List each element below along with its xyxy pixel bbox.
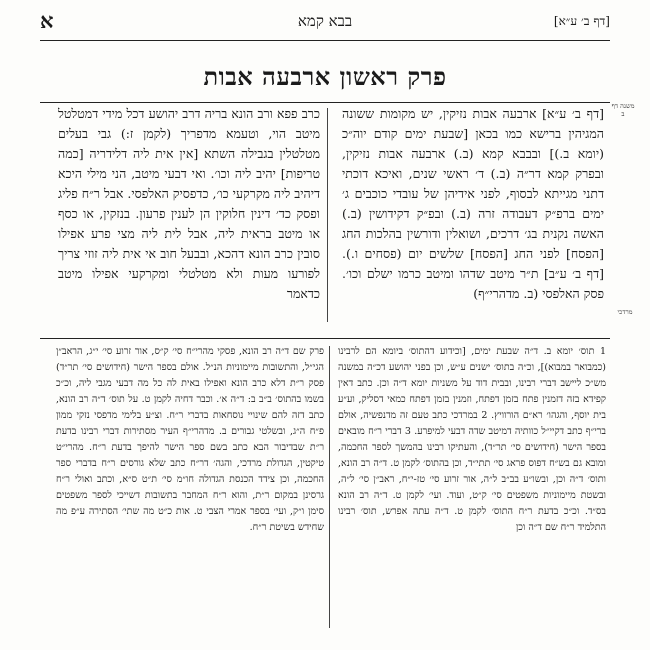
notes-column-divider xyxy=(329,346,330,628)
margin-note-mishna: משנה דף ב xyxy=(611,102,635,118)
title-rule xyxy=(40,102,610,103)
tractate-name: בבא קמא xyxy=(297,12,353,30)
running-header xyxy=(40,8,610,38)
margin-note-mordechai: מרדכי xyxy=(617,308,633,316)
main-text-right-column: [דף ב׳ ע״א] ארבעה אבות נזיקין, יש מקומות ששונה המגיהין ברישא כמו בכאן [שבעת ימים קודם יוה״כ (יומא ב.)] ובבבא קמא (ב.) ארבעה אבות נזיקין, ובפרק קמא דר״ה (ב.) ד׳ ראשי שנים, ואיכא דוכתי דתני מגייתא לבסוף, לפני אידיהן של עובדי כוכבים ג׳ ימים ברפ״ק דעבודה זרה (ב.) ובפ״ק דקידושין (ב.) האשה נקנית בג׳ דרכים, ושואלין ודורשין בהלכות החג [הפסח] לפני החג [הפסח] שלשים יום (פסחים ו.). [דף ב׳ ע״ב] ת״ר מיטב שדהו ומיטב כרמו ישלם וכו׳. פסק האלפסי (ב. מדהרי״ף) xyxy=(342,106,604,301)
notes-right-column: 1 תוס׳ יומא ב. ד״ה שבעת ימים, [וכידוע דהתוס׳ ביומא הם לרבינו (כמבואר במבוא)], וכ״ה בתוס׳ ישנים ע״ש, וכן בפני יהושע דכ״ה במשנה מש״כ ליישב דברי רבינו, ובבית דוד על משניות יומא ד״ה וכן. כתב דאין קפידא בזה דזמנין פתח בזמן דפתח, וזמנין בזמן דפתח כמאי דסליק, וע״ע בית יוסף, והגהו׳ רא״ם הורוויץ. 2 במרדכי כתב טעם זה מדנפשיה, אולם ברי״ף כתב דקיי״ל כוותיה דמיטב שדה דבעי למיפרע. 3 דברי ר״ח מובאים בספר הישר (חידושים סי׳ תר״ד), והעתיקו רבינו בהמשך לספר החכמה, ומובא גם בש״ח דפוס פראג סי׳ תתי״ד, וכן בהתוס׳ לקמן ט. ד״ה רב הונא, ותוס׳ ד״ה וכן, ובשו״ע בב״ב ל״ה, אור זרוע סי׳ טז-י״ח, ראב״ן סי׳ ל״ה, ובשטת מיימוניות משפטים סי׳ ק״ט, ועוד. ועי׳ לקמן ט. ד״ה רב הונא בס״ד. וכ״כ בדעת ר״ח התוס׳ לקמן ט. ד״ה עתה אפרש, תוס׳ רבינו התלמיד ר״ח שם ד״ה וכן xyxy=(338,346,606,533)
chapter-title: פרק ראשון ארבעה אבות xyxy=(203,62,447,91)
daf-reference: [דף ב׳ ע״א] xyxy=(553,14,610,28)
folio-number: א xyxy=(40,8,54,33)
notes-left-column: פרק שם ד״ה רב הונא, פסקי מהרי״ח סי׳ ק״ס, אור זרוע סי׳ י״ג, הראב״ן הגי״ל, והתשובות מיימוניות הנ״ל. אולם בספר הישר (חידושים סי׳ תר״ד) פסק ר״ת דלא כרב הונא ואפילו באית לה כל מה דבעי מגבי ליה, וכ״כ בשמו בהתוס׳ ב״ב ב: ד״ה א׳. וכבר דחיה לקמן ט. על תוס׳ ד״ה רב הונא, כתב דזה להם שינויי נוסחאות בדברי ר״ח. וצ״ע בלימי מדפסי נזקי ממון פ״ח ה״ג, ובשלטי גבורים ב. מדהרי״ף העיר מסתירות דברי רבינו בדעת ר״ת שבדיבור הבא כתב בשם ספר הישר להיפך בדעת ר״ח. מהרי״ט טיקטין, הגדולת מרדכי, והגה׳ דר״ח כתב שלא גורסים ר״ח בדברי ספר החכמה, וכן צידד הכנסת הגדולה חו״מ סי׳ ת״ט ס״א, וכתב ואולי ר״ח גרסינן במקום ר״ת, והוא ר״ח המחבר בתשובות דשייכי לספר משפטים סימן ו״ק, ועי׳ בספר אמרי הצבי ט. אות כ״ט מה שתי׳ הסתירה ע״פ מה שחידש בשיטת ר״ח. xyxy=(56,346,324,533)
header-rule xyxy=(40,40,610,41)
column-divider xyxy=(327,108,328,322)
notes-separator xyxy=(40,338,610,339)
main-text-left-column: כרב פפא ורב הונא בריה דרב יהושע דכל מידי דמטלטל מיטב הוי, וטעמא מדפריך (לקמן ז:) גבי בעלים מטלטלין בגבילה השתא [אין אית ליה דלידריה [כמה טריפות] יהיב ליה וכו׳. ואי דבעי מיטב, הני מילי היכא דיהיב ליה מקרקעי כו׳, כדפסיק האלפסי. אבל ר״ח פליג ופסק כד׳ דינין חלוקין הן לענין פרעון. בנזקין, או כסף או מיטב בראית ליה, אבל לית ליה מצי פרע אפילו סובין כרב הונא דהכא, ובבעל חוב אי אית ליה זוזי צריך לפורעו מעות ולא מטלטלי ומקרקעי אפילו מיטב כדאמר xyxy=(58,106,320,301)
